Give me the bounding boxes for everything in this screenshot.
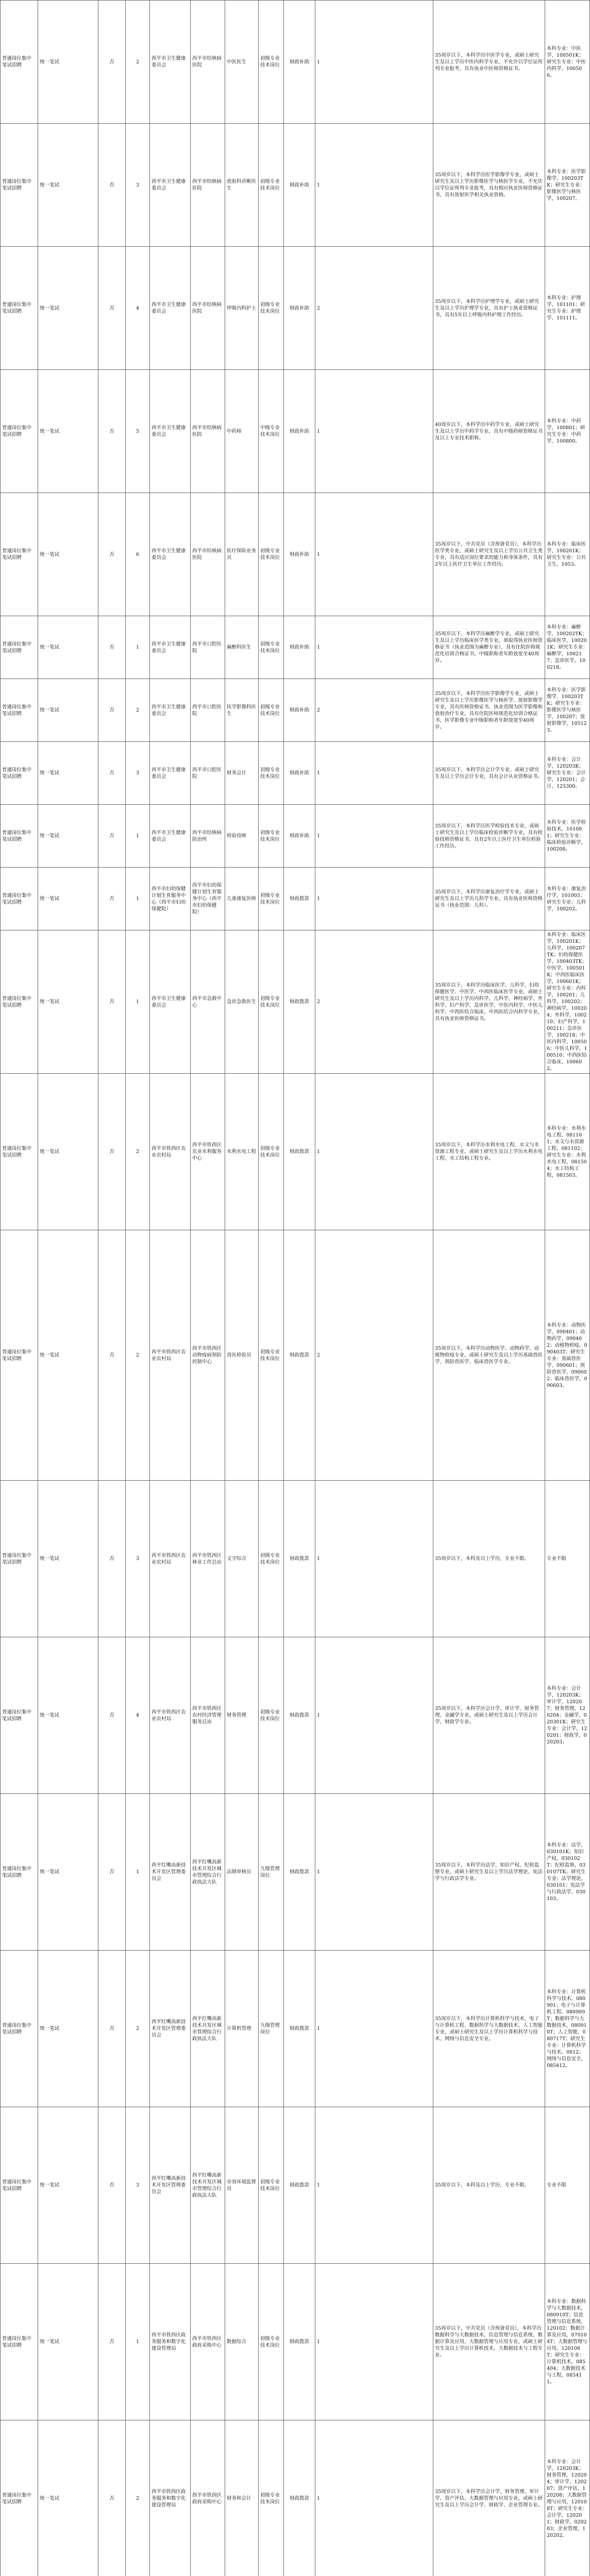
exam-type-cell: 统一笔试 <box>38 930 98 1074</box>
majors-cell: 本科专业：医学影像学，100203TK；研究生专业：影像医学与核医学，100207；放射影像学，105123。 <box>545 679 590 742</box>
special-post-cell: 否 <box>98 805 126 868</box>
funding-cell: 财政补助 <box>284 805 315 868</box>
exam-type-cell: 统一笔试 <box>38 1951 98 2107</box>
exam-type-cell: 统一笔试 <box>38 679 98 742</box>
requirements-cell: 35周岁以下，本科学历水利水电工程、水文与水资源工程专业，或硕士研究生及以上学历水利水电工程、水工结构工程专业。 <box>433 1074 545 1230</box>
post-level-cell: 初级专业技术岗位 <box>259 616 284 679</box>
post-code-cell: 1 <box>126 1794 150 1951</box>
table-row <box>1 1637 590 1794</box>
department-cell: 西平市铁西区农业农村局 <box>150 1637 191 1794</box>
quota-cell: 1 <box>315 1074 433 1230</box>
requirements-cell: 35周岁以下，本科学历康复治疗学专业，或硕士研究生及以上学历儿科学专业，具有执业医师资格证书（执业范围：儿科）。 <box>433 868 545 930</box>
special-post-cell: 否 <box>98 370 126 493</box>
post-name-cell: 呼吸内科护士 <box>225 247 259 370</box>
exam-type-cell: 统一笔试 <box>38 868 98 930</box>
funding-cell: 财政补助 <box>284 247 315 370</box>
post-name-cell: 麻醉科医生 <box>225 616 259 679</box>
post-code-cell: 2 <box>126 1074 150 1230</box>
table-row <box>1 1794 590 1951</box>
majors-cell: 本科专业：会计学，120203K；审计学，120207；财务管理，120204；金融学，020301K；研究生专业：会计学，120201；财政学，020203。 <box>545 1637 590 1794</box>
recruit-type-cell: 普通岗位集中笔试招聘 <box>1 2264 38 2420</box>
majors-cell: 本科专业：临床医学，100201K；儿科学，100207TK；妇幼保健医学，100403TK；中医学，100501K；中西医临床医学，100601K；研究生专业：内科学，100201；儿科学，100202；神经病学，100204；外科学，100210；妇产科学，100211；急诊医学，100218；中医内科学，100506；中医儿科学，100510；中西医结合临床，100602。 <box>545 930 590 1074</box>
post-code-cell: 3 <box>126 124 150 247</box>
employer-cell: 西平市铁西区农村经济管理服务总站 <box>191 1637 225 1794</box>
special-post-cell: 否 <box>98 1637 126 1794</box>
exam-type-cell: 统一笔试 <box>38 124 98 247</box>
post-name-cell: 财务和会计 <box>225 2420 259 2576</box>
funding-cell: 财政拨款 <box>284 930 315 1074</box>
quota-cell: 1 <box>315 2264 433 2420</box>
post-code-cell: 2 <box>126 1 150 124</box>
post-code-cell: 3 <box>126 2107 150 2264</box>
recruit-type-cell: 普通岗位集中笔试招聘 <box>1 1230 38 1481</box>
post-name-cell: 计算机管理 <box>225 1951 259 2107</box>
table-row <box>1 742 590 805</box>
majors-cell: 本科专业：水利水电工程，081101；水文与水资源工程，081102；研究生专业：水利水电工程，081504；水工结构工程，081503。 <box>545 1074 590 1230</box>
special-post-cell: 否 <box>98 493 126 616</box>
requirements-cell: 35周岁以下，本科学历会计学专业，或硕士研究生及以上学历会计专业，具有会计从业资格证书。 <box>433 742 545 805</box>
post-level-cell: 初级专业技术岗位 <box>259 1481 284 1637</box>
quota-cell: 1 <box>315 1637 433 1794</box>
post-name-cell: 儿童康复医师 <box>225 868 259 930</box>
funding-cell: 财政拨款 <box>284 868 315 930</box>
employer-cell: 西平市口腔医院 <box>191 679 225 742</box>
department-cell: 西平市铁西区政务服务和数字化建设管理局 <box>150 2264 191 2420</box>
post-code-cell: 6 <box>126 493 150 616</box>
post-code-cell: 1 <box>126 2264 150 2420</box>
quota-cell: 1 <box>315 1951 433 2107</box>
quota-cell: 2 <box>315 930 433 1074</box>
post-name-cell: 医疗保险业务员 <box>225 493 259 616</box>
recruit-type-cell: 普通岗位集中笔试招聘 <box>1 2107 38 2264</box>
post-level-cell: 初级专业技术岗位 <box>259 1074 284 1230</box>
exam-type-cell: 统一笔试 <box>38 2264 98 2420</box>
post-level-cell: 初级专业技术岗位 <box>259 2107 284 2264</box>
employer-cell: 西平红嘴高新技术开发区城市管理综合行政执法大队 <box>191 1794 225 1951</box>
quota-cell: 1 <box>315 868 433 930</box>
post-code-cell: 3 <box>126 742 150 805</box>
quota-cell: 1 <box>315 742 433 805</box>
post-level-cell: 初级专业技术岗位 <box>259 2264 284 2420</box>
table-row <box>1 1 590 124</box>
exam-type-cell: 统一笔试 <box>38 1230 98 1481</box>
exam-type-cell: 统一笔试 <box>38 1074 98 1230</box>
department-cell: 西平市卫生健康委员会 <box>150 616 191 679</box>
special-post-cell: 否 <box>98 1074 126 1230</box>
quota-cell: 1 <box>315 493 433 616</box>
table-row <box>1 1230 590 1481</box>
recruitment-table-body <box>1 1 590 2576</box>
post-code-cell: 4 <box>126 1637 150 1794</box>
majors-cell: 专业不限 <box>545 1481 590 1637</box>
recruit-type-cell: 普通岗位集中笔试招聘 <box>1 868 38 930</box>
post-level-cell: 初级专业技术岗位 <box>259 679 284 742</box>
quota-cell: 2 <box>315 1230 433 1481</box>
department-cell: 西平市铁西区农业农村局 <box>150 1481 191 1637</box>
post-code-cell: 1 <box>126 616 150 679</box>
exam-type-cell: 统一笔试 <box>38 1 98 124</box>
post-name-cell: 财务会计 <box>225 742 259 805</box>
quota-cell: 1 <box>315 1 433 124</box>
employer-cell: 西平市铁西区林业工作总站 <box>191 1481 225 1637</box>
department-cell: 西平市妇幼保健计划生育服务中心（西平市妇幼保健院） <box>150 868 191 930</box>
table-row <box>1 805 590 868</box>
department-cell: 西平市卫生健康委员会 <box>150 1 191 124</box>
special-post-cell: 否 <box>98 2107 126 2264</box>
recruit-type-cell: 普通岗位集中笔试招聘 <box>1 1074 38 1230</box>
post-code-cell: 1 <box>126 868 150 930</box>
recruit-type-cell: 普通岗位集中笔试招聘 <box>1 805 38 868</box>
department-cell: 西平市卫生健康委员会 <box>150 679 191 742</box>
majors-cell: 本科专业：动物医学，090401；动物药学，090402；动植物检疫，090403T；研究生专业：基础兽医学，090601；预防兽医学，090602；临床兽医学，090603。 <box>545 1230 590 1481</box>
post-code-cell: 1 <box>126 805 150 868</box>
requirements-cell: 35周岁以下，本科学历计算机科学与技术、电子与计算机工程、数据科学与大数据技术、人工智能专业，或硕士研究生及以上学历计算机科学与技术、网络与信息安全专业。 <box>433 1951 545 2107</box>
special-post-cell: 否 <box>98 2420 126 2576</box>
post-name-cell: 数据综合 <box>225 2264 259 2420</box>
exam-type-cell: 统一笔试 <box>38 1637 98 1794</box>
majors-cell: 本科专业：麻醉学，100202TK；临床医学，100201K；研究生专业：麻醉学，100217；急诊医学，100218。 <box>545 616 590 679</box>
post-name-cell: 放射科诊断医生 <box>225 124 259 247</box>
post-level-cell: 初级专业技术岗位 <box>259 1637 284 1794</box>
post-name-cell: 中药师 <box>225 370 259 493</box>
employer-cell: 西平市急救中心 <box>191 930 225 1074</box>
exam-type-cell: 统一笔试 <box>38 616 98 679</box>
funding-cell: 财政拨款 <box>284 1794 315 1951</box>
funding-cell: 财政补助 <box>284 124 315 247</box>
employer-cell: 西平市结核病医院 <box>191 124 225 247</box>
quota-cell: 1 <box>315 2107 433 2264</box>
post-name-cell: 中医医生 <box>225 1 259 124</box>
majors-cell: 本科专业：护理学，101101；研究生专业：护理学，101111。 <box>545 247 590 370</box>
post-level-cell: 九级管理岗位 <box>259 1951 284 2107</box>
post-code-cell: 1 <box>126 930 150 1074</box>
special-post-cell: 否 <box>98 1481 126 1637</box>
post-level-cell: 初级专业技术岗位 <box>259 1 284 124</box>
special-post-cell: 否 <box>98 1230 126 1481</box>
table-row <box>1 2107 590 2264</box>
special-post-cell: 否 <box>98 247 126 370</box>
recruit-type-cell: 普通岗位集中笔试招聘 <box>1 1 38 124</box>
majors-cell: 本科专业：数据科学与大数据技术，080910T；信息管理与信息系统，120102；数据计算及应用，070104T；大数据管理与应用，120108T；研究生专业：计算机技术，085404；大数据技术与工程，085411。 <box>545 2264 590 2420</box>
funding-cell: 财政拨款 <box>284 2264 315 2420</box>
requirements-cell: 35周岁以下，本科学历医学检验技术专业，或硕士研究生及以上学历临床检验诊断学专业，具有检验技师资格证书，具有2年以上医疗卫生单位检验工作经历。 <box>433 805 545 868</box>
recruit-type-cell: 普通岗位集中笔试招聘 <box>1 1481 38 1637</box>
requirements-cell: 35周岁以下，本科学历护理学专业，或硕士研究生及以上学历护理学专业，具有护士执业资格证书，具有5年以上呼吸内科护理工作经历。 <box>433 247 545 370</box>
post-level-cell: 初级专业技术岗位 <box>259 805 284 868</box>
post-level-cell: 初级专业技术岗位 <box>259 930 284 1074</box>
table-row <box>1 493 590 616</box>
post-code-cell: 2 <box>126 1230 150 1481</box>
employer-cell: 西平市铁西区政府采购中心 <box>191 2264 225 2420</box>
special-post-cell: 否 <box>98 930 126 1074</box>
quota-cell: 2 <box>315 679 433 742</box>
majors-cell: 本科专业：计算机科学与技术，080901；电子与计算机工程，080909T；数据科学与大数据技术，080910T；人工智能，080717T；研究生专业：计算机科学与技术，0812；网络与信息安全，085412。 <box>545 1951 590 2107</box>
requirements-cell: 35周岁以下，中共党员（含预备党员），本科学历医学类专业，或硕士研究生及以上学历公共卫生类专业，具有适应岗位要求的能力和身体条件，具有2年以上医疗卫生单位工作经历。 <box>433 493 545 616</box>
special-post-cell: 否 <box>98 124 126 247</box>
department-cell: 西平市卫生健康委员会 <box>150 742 191 805</box>
recruit-type-cell: 普通岗位集中笔试招聘 <box>1 2420 38 2576</box>
exam-type-cell: 统一笔试 <box>38 1481 98 1637</box>
funding-cell: 财政补助 <box>284 742 315 805</box>
employer-cell: 西平市口腔医院 <box>191 742 225 805</box>
exam-type-cell: 统一笔试 <box>38 805 98 868</box>
recruit-type-cell: 普通岗位集中笔试招聘 <box>1 679 38 742</box>
exam-type-cell: 统一笔试 <box>38 370 98 493</box>
post-name-cell: 兽医检验员 <box>225 1230 259 1481</box>
post-code-cell: 2 <box>126 2420 150 2576</box>
quota-cell: 1 <box>315 2420 433 2576</box>
majors-cell: 本科专业：法学，030101K；知识产权，030102T；纪检监察，030107TK；研究生专业：法学理论，030101；宪法学与行政法学，030103。 <box>545 1794 590 1951</box>
quota-cell: 1 <box>315 805 433 868</box>
requirements-cell: 35周岁以下，本科学历法学、知识产权、纪检监察专业，或硕士研究生及以上学历法学理论、宪法学与行政法学专业。 <box>433 1794 545 1951</box>
special-post-cell: 否 <box>98 2264 126 2420</box>
employer-cell: 西平市妇幼保健计划生育服务中心（西平市妇幼保健院） <box>191 868 225 930</box>
quota-cell: 1 <box>315 370 433 493</box>
majors-cell: 本科专业：会计学，120203K；财务管理，120204；审计学，120207；资产评估，120208；大数据管理与应用，120108T；研究生专业：会计学，120201；财政学，020203；企业管理，120202。 <box>545 2420 590 2576</box>
recruit-type-cell: 普通岗位集中笔试招聘 <box>1 1637 38 1794</box>
funding-cell: 财政拨款 <box>284 1481 315 1637</box>
quota-cell: 1 <box>315 1794 433 1951</box>
employer-cell: 西平市结核病医院 <box>191 1 225 124</box>
requirements-cell: 40周岁以下，本科学历中药学专业，或硕士研究生及以上学历中药学专业，具有中级药师资格证书及以上专业技术职称。 <box>433 370 545 493</box>
post-code-cell: 5 <box>126 370 150 493</box>
department-cell: 西平红嘴高新技术开发区管理委员会 <box>150 1794 191 1951</box>
requirements-cell: 35周岁以下，本科学历临床医学、儿科学、妇幼保健医学、中医学、中西医临床医学专业，或硕士研究生及以上学历内科学、儿科学、神经病学、外科学、妇产科学、急诊医学、中医内科学、中医儿科学、中西医结合临床、中西医结合内科学专业，具有执业医师资格证书。 <box>433 930 545 1074</box>
table-row <box>1 2420 590 2576</box>
special-post-cell: 否 <box>98 742 126 805</box>
table-row <box>1 930 590 1074</box>
employer-cell: 西平市铁西区农业水利服务中心 <box>191 1074 225 1230</box>
post-code-cell: 4 <box>126 247 150 370</box>
post-level-cell: 初级专业技术岗位 <box>259 868 284 930</box>
funding-cell: 财政拨款 <box>284 1951 315 2107</box>
recruit-type-cell: 普通岗位集中笔试招聘 <box>1 493 38 616</box>
table-row <box>1 2264 590 2420</box>
employer-cell: 西平红嘴高新技术开发区城市管理综合行政执法大队 <box>191 1951 225 2107</box>
funding-cell: 财政补助 <box>284 493 315 616</box>
special-post-cell: 否 <box>98 1951 126 2107</box>
requirements-cell: 35周岁以下，中共党员（含预备党员），本科学历数据科学与大数据技术、信息管理与信息系统、数据计算及应用、大数据管理与应用专业，或硕士研究生及以上学历计算机技术、大数据技术与工程专业。 <box>433 2264 545 2420</box>
post-code-cell: 2 <box>126 1951 150 2107</box>
employer-cell: 西平市铁西区动物疫病预防控制中心 <box>191 1230 225 1481</box>
post-name-cell: 急诊急救医生 <box>225 930 259 1074</box>
table-row <box>1 1074 590 1230</box>
department-cell: 西平市卫生健康委员会 <box>150 493 191 616</box>
department-cell: 西平市卫生健康委员会 <box>150 370 191 493</box>
post-code-cell: 3 <box>126 1481 150 1637</box>
funding-cell: 财政拨款 <box>284 1230 315 1481</box>
department-cell: 西平市卫生健康委员会 <box>150 124 191 247</box>
post-level-cell: 九级管理岗位 <box>259 1794 284 1951</box>
post-level-cell: 初级专业技术岗位 <box>259 2420 284 2576</box>
exam-type-cell: 统一笔试 <box>38 742 98 805</box>
majors-cell: 本科专业：康复治疗学，101005；研究生专业：儿科学，100202。 <box>545 868 590 930</box>
table-row <box>1 679 590 742</box>
majors-cell: 本科专业：医学影像学，100203TK；研究生专业：影像医学与核医学，100207。 <box>545 124 590 247</box>
majors-cell: 本科专业：中医学，100501K；研究生专业：中医内科学，100506。 <box>545 1 590 124</box>
exam-type-cell: 统一笔试 <box>38 493 98 616</box>
post-level-cell: 初级专业技术岗位 <box>259 124 284 247</box>
funding-cell: 财政拨款 <box>284 1074 315 1230</box>
table-row <box>1 1481 590 1637</box>
table-row <box>1 616 590 679</box>
funding-cell: 财政拨款 <box>284 1637 315 1794</box>
post-level-cell: 初级专业技术岗位 <box>259 247 284 370</box>
post-code-cell: 2 <box>126 679 150 742</box>
recruit-type-cell: 普通岗位集中笔试招聘 <box>1 742 38 805</box>
post-name-cell: 市容环境监督员 <box>225 2107 259 2264</box>
post-level-cell: 初级专业技术岗位 <box>259 742 284 805</box>
employer-cell: 西平市铁西区政府采购中心 <box>191 2420 225 2576</box>
table-row <box>1 124 590 247</box>
recruit-type-cell: 普通岗位集中笔试招聘 <box>1 1951 38 2107</box>
funding-cell: 财政拨款 <box>284 2420 315 2576</box>
requirements-cell: 35周岁以下，本科学历医学影像学专业，或硕士研究生及以上学历影像医学与核医学、放射影像学专业，具有医师资格证书，执业范围为医学影像和放射治疗专业，具有住院医师规范化培训合格证书，医学影像专业中级职称者年龄放宽至40周岁。 <box>433 679 545 742</box>
funding-cell: 财政补助 <box>284 1 315 124</box>
post-name-cell: 财务管理 <box>225 1637 259 1794</box>
requirements-cell: 35周岁以下，本科及以上学历，专业不限。 <box>433 2107 545 2264</box>
recruit-type-cell: 普通岗位集中笔试招聘 <box>1 370 38 493</box>
majors-cell: 专业不限 <box>545 2107 590 2264</box>
requirements-cell: 35周岁以下，本科及以上学历，专业不限。 <box>433 1481 545 1637</box>
table-row <box>1 1951 590 2107</box>
post-name-cell: 法制审核员 <box>225 1794 259 1951</box>
special-post-cell: 否 <box>98 868 126 930</box>
majors-cell: 本科专业：临床医学，100201K；研究生专业：公共卫生，1053。 <box>545 493 590 616</box>
quota-cell: 2 <box>315 247 433 370</box>
funding-cell: 财政拨款 <box>284 2107 315 2264</box>
employer-cell: 西平市结核病医院 <box>191 247 225 370</box>
table-row <box>1 247 590 370</box>
post-name-cell: 文字综合 <box>225 1481 259 1637</box>
employer-cell: 西平市口腔医院 <box>191 616 225 679</box>
requirements-cell: 35周岁以下，本科学历会计学、审计学、财务管理、金融学专业，或硕士研究生及以上学历会计学、财政学专业。 <box>433 1637 545 1794</box>
funding-cell: 财政补助 <box>284 679 315 742</box>
department-cell: 西平市铁西区农业农村局 <box>150 1230 191 1481</box>
quota-cell: 1 <box>315 616 433 679</box>
recruit-type-cell: 普通岗位集中笔试招聘 <box>1 930 38 1074</box>
special-post-cell: 否 <box>98 679 126 742</box>
exam-type-cell: 统一笔试 <box>38 1794 98 1951</box>
recruit-type-cell: 普通岗位集中笔试招聘 <box>1 247 38 370</box>
department-cell: 西平市卫生健康委员会 <box>150 247 191 370</box>
department-cell: 西平红嘴高新技术开发区管理委员会 <box>150 2107 191 2264</box>
post-name-cell: 检验技师 <box>225 805 259 868</box>
table-row <box>1 868 590 930</box>
department-cell: 西平红嘴高新技术开发区管理委员会 <box>150 1951 191 2107</box>
quota-cell: 1 <box>315 1481 433 1637</box>
department-cell: 西平市铁西区农业农村局 <box>150 1074 191 1230</box>
requirements-cell: 35周岁以下，本科学历会计学、财务管理、审计学、资产评估、大数据管理与应用专业，或硕士研究生及以上学历会计学、财政学、企业管理专业。 <box>433 2420 545 2576</box>
employer-cell: 西平市结核病防治所 <box>191 805 225 868</box>
recruit-type-cell: 普通岗位集中笔试招聘 <box>1 124 38 247</box>
post-level-cell: 初级专业技术岗位 <box>259 1230 284 1481</box>
post-level-cell: 中级专业技术岗位 <box>259 370 284 493</box>
department-cell: 西平市卫生健康委员会 <box>150 930 191 1074</box>
employer-cell: 西平红嘴高新技术开发区城市管理综合行政执法大队 <box>191 2107 225 2264</box>
recruit-type-cell: 普通岗位集中笔试招聘 <box>1 616 38 679</box>
majors-cell: 本科专业：会计学，120203K；研究生专业：会计学，120201；会计，125300。 <box>545 742 590 805</box>
funding-cell: 财政补助 <box>284 616 315 679</box>
majors-cell: 本科专业：医学检验技术，101001；研究生专业：临床检验诊断学，100208。 <box>545 805 590 868</box>
requirements-cell: 35周岁以下，本科学历麻醉学专业，或硕士研究生及以上学历临床医学类专业，须取得执业医师资格证书（执业范围为麻醉专业），具有住院医师规范化培训合格证书，中级职称者年龄放宽至40周岁。 <box>433 616 545 679</box>
post-name-cell: 水利水电工程 <box>225 1074 259 1230</box>
majors-cell: 本科专业：中药学，100801；研究生专业：中药学，100800。 <box>545 370 590 493</box>
department-cell: 西平市铁西区政务服务和数字化建设管理局 <box>150 2420 191 2576</box>
exam-type-cell: 统一笔试 <box>38 2107 98 2264</box>
special-post-cell: 否 <box>98 616 126 679</box>
requirements-cell: 35周岁以下，本科学历动物医学、动物药学、动植物检疫专业，或硕士研究生及以上学历基础兽医学、预防兽医学、临床兽医学专业。 <box>433 1230 545 1481</box>
requirements-cell: 35周岁以下，本科学历中医学专业，或硕士研究生及以上学历中医内科学专业，不允许以学位证所列专业报考，具有执业中医师资格证书。 <box>433 1 545 124</box>
requirements-cell: 35周岁以下，本科学历医学影像学专业，或硕士研究生及以上学历影像医学与核医学专业，不允许以学位证所列专业报考，具有相应执业医师资格证书，具有放射医学相关执业资格。 <box>433 124 545 247</box>
employer-cell: 西平市结核病医院 <box>191 370 225 493</box>
table-row <box>1 370 590 493</box>
recruit-type-cell: 普通岗位集中笔试招聘 <box>1 1794 38 1951</box>
exam-type-cell: 统一笔试 <box>38 2420 98 2576</box>
funding-cell: 财政补助 <box>284 370 315 493</box>
employer-cell: 西平市结核病医院 <box>191 493 225 616</box>
exam-type-cell: 统一笔试 <box>38 247 98 370</box>
post-level-cell: 初级专业技术岗位 <box>259 493 284 616</box>
special-post-cell: 否 <box>98 1794 126 1951</box>
post-name-cell: 医学影像科医生 <box>225 679 259 742</box>
quota-cell: 1 <box>315 124 433 247</box>
department-cell: 西平市卫生健康委员会 <box>150 805 191 868</box>
special-post-cell: 否 <box>98 1 126 124</box>
